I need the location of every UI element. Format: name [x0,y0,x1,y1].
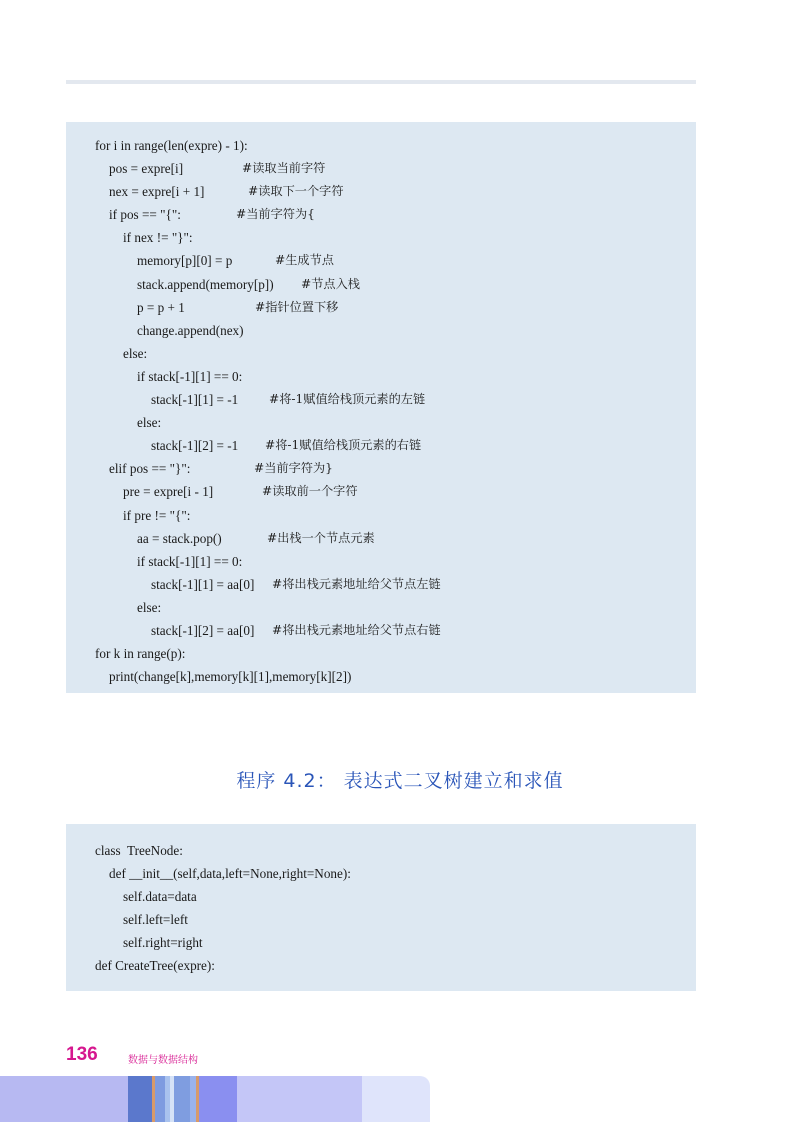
code-comment: #当前字符为{ [236,207,315,222]
code-comment: #当前字符为} [254,461,333,476]
code-line [66,388,696,411]
code-text: pos = expre[i] [109,161,184,177]
code-comment: #将出栈元素地址给父节点右链 [272,622,441,637]
page-number: 136 [66,1044,98,1065]
code-text: stack[-1][2] = aa[0] [151,622,255,638]
code-line [66,480,696,503]
code-line [66,527,696,550]
code-line [66,550,696,573]
code-text: self.left=left [123,912,188,928]
code-line [66,249,696,272]
code-comment: #出栈一个节点元素 [267,530,375,545]
code-comment: #读取前一个字符 [262,484,358,499]
code-comment: #将-1赋值给栈顶元素的右链 [265,438,422,453]
code-text: def __init__(self,data,left=None,right=None): [109,866,351,882]
code-text: pre = expre[i - 1] [123,484,214,500]
code-line [66,954,696,977]
code-line [66,839,696,862]
code-line [66,434,696,457]
code-text: self.data=data [123,889,197,905]
code-text: p = p + 1 [137,299,185,315]
code-block-1 [66,122,696,693]
code-line [66,365,696,388]
code-line [66,862,696,885]
code-line [66,457,696,480]
code-text: stack[-1][1] = -1 [151,392,239,408]
code-text: change.append(nex) [137,322,244,338]
code-text: print(change[k],memory[k][1],memory[k][2]) [109,669,352,685]
code-text: stack.append(memory[p]) [137,276,274,292]
code-text: stack[-1][1] = aa[0] [151,576,255,592]
code-text: class TreeNode: [95,843,183,858]
code-line [66,885,696,908]
code-line [66,573,696,596]
code-line [66,619,696,642]
section-title: 程序 4.2： 表达式二叉树建立和求值 [236,770,564,792]
code-text: else: [137,415,162,431]
code-comment: #将-1赋值给栈顶元素的左链 [269,392,426,407]
top-rule [66,80,696,84]
book-title: 数据与数据结构 [128,1055,198,1066]
code-comment: #读取下一个字符 [248,184,344,199]
code-text: def CreateTree(expre): [95,958,215,974]
code-block-2 [66,824,696,991]
code-line [66,203,696,226]
code-comment: #节点入栈 [301,276,360,291]
code-line [66,642,696,665]
code-text: if stack[-1][1] == 0: [137,553,243,569]
code-line [66,226,696,249]
code-text: for k in range(p): [95,646,186,662]
code-line [66,411,696,434]
code-text: if stack[-1][1] == 0: [137,368,243,384]
code-line [66,296,696,319]
code-comment: #读取当前字符 [242,161,326,176]
code-text: self.right=right [123,935,203,951]
code-line [66,931,696,954]
code-line [66,504,696,527]
code-line [66,342,696,365]
code-text: else: [137,599,162,615]
code-line [66,665,696,688]
code-line [66,319,696,342]
code-text: nex = expre[i + 1] [109,184,205,200]
code-text: if pos == "{": [109,207,181,223]
code-line [66,273,696,296]
code-line [66,157,696,180]
code-comment: #将出栈元素地址给父节点左链 [272,576,441,591]
code-comment: #生成节点 [275,253,334,268]
code-text: stack[-1][2] = -1 [151,438,239,454]
code-text: else: [123,345,148,361]
code-line [66,134,696,157]
code-line [66,596,696,619]
code-text: if pre != "{": [123,507,191,523]
code-line [66,908,696,931]
code-line [66,180,696,203]
code-text: aa = stack.pop() [137,530,222,546]
code-text: if nex != "}": [123,230,193,246]
code-text: memory[p][0] = p [137,253,233,269]
code-text: elif pos == "}": [109,461,191,477]
code-text: for i in range(len(expre) - 1): [95,138,248,153]
code-comment: #指针位置下移 [255,299,339,314]
